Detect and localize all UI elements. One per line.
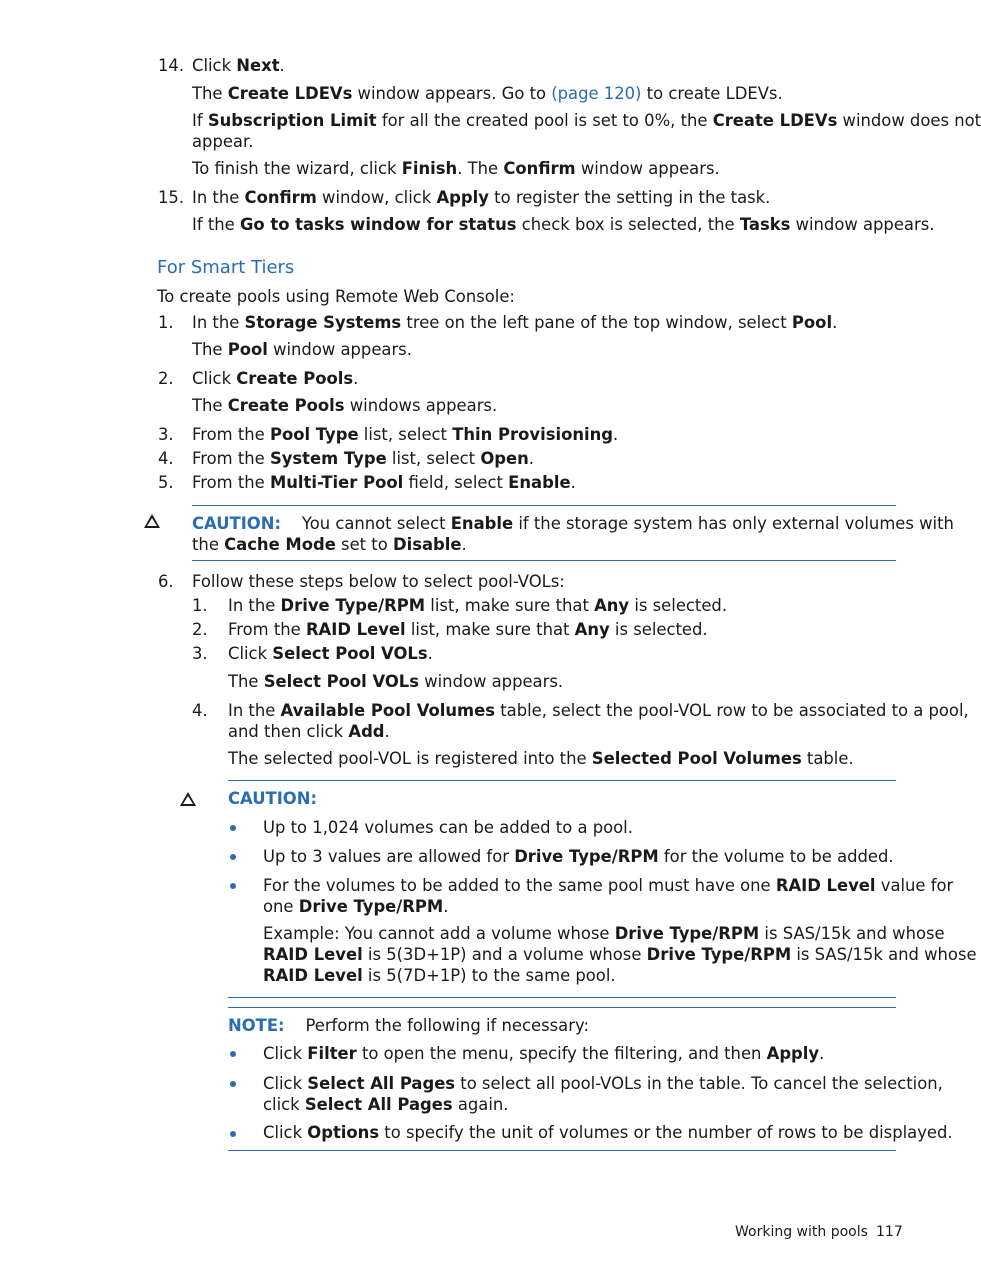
step-15-para-1: If the Go to tasks window for status check box is selected, the Tasks window appears. <box>192 215 935 234</box>
caution-2-bottom-rule <box>228 997 896 998</box>
caution-2-top-rule <box>228 780 896 781</box>
sub-step-4-line-1: In the Available Pool Volumes table, select the pool-VOL row to be associated to a pool, <box>228 701 969 720</box>
note-bullet-1: Click Filter to open the menu, specify the filtering, and then Apply. <box>263 1044 825 1063</box>
step-15-number: 15. <box>158 188 185 207</box>
st-step-2-number: 2. <box>158 369 174 388</box>
sub-step-2-text: From the RAID Level list, make sure that Any is selected. <box>228 620 708 639</box>
st-step-4-text: From the System Type list, select Open. <box>192 449 534 468</box>
caution-2-label: CAUTION: <box>228 789 318 808</box>
sub-step-3-text: Click Select Pool VOLs. <box>228 644 433 663</box>
st-step-1-number: 1. <box>158 313 174 332</box>
st-step-2-para: The Create Pools windows appears. <box>192 396 498 415</box>
caution-1-line-1: CAUTION: You cannot select Enable if the storage system has only external volumes with <box>192 514 954 533</box>
sub-step-1-text: In the Drive Type/RPM list, make sure that Any is selected. <box>228 596 728 615</box>
caution-2-bullet-3-line-2: one Drive Type/RPM. <box>263 897 449 916</box>
sub-step-4-line-2: and then click Add. <box>228 722 390 741</box>
footer-section: Working with pools <box>735 1224 868 1240</box>
caution-2-bullet-1: Up to 1,024 volumes can be added to a pool. <box>263 818 633 837</box>
st-step-6-number: 6. <box>158 572 174 591</box>
note-bottom-rule <box>228 1150 896 1151</box>
note-top-rule <box>228 1007 896 1008</box>
intro-text: To create pools using Remote Web Console: <box>157 287 515 306</box>
page-link[interactable]: (page 120) <box>551 84 642 103</box>
st-step-5-text: From the Multi-Tier Pool field, select Enable. <box>192 473 576 492</box>
sub-step-1-number: 1. <box>192 596 208 615</box>
caution-2-bullet-2: Up to 3 values are allowed for Drive Type/RPM for the volume to be added. <box>263 847 894 866</box>
st-step-1-text: In the Storage Systems tree on the left pane of the top window, select Pool. <box>192 313 838 332</box>
step-14-para-1: The Create LDEVs window appears. Go to (page 120) to create LDEVs. <box>192 84 783 103</box>
caution-1-top-rule <box>192 505 896 506</box>
step-14-para-2-cont: appear. <box>192 132 254 151</box>
bullet-icon <box>230 825 236 831</box>
st-step-2-text: Click Create Pools. <box>192 369 359 388</box>
step-14-para-2: If Subscription Limit for all the created pool is set to 0%, the Create LDEVs window does not <box>192 111 981 130</box>
note-bullet-2-line-1: Click Select All Pages to select all pool-VOLs in the table. To cancel the selection, <box>263 1074 943 1093</box>
note-header: NOTE: Perform the following if necessary: <box>228 1016 589 1035</box>
step-14-number: 14. <box>158 56 185 75</box>
st-step-1-para: The Pool window appears. <box>192 340 412 359</box>
caution-1-line-2: the Cache Mode set to Disable. <box>192 535 467 554</box>
st-step-4-number: 4. <box>158 449 174 468</box>
bullet-icon <box>230 854 236 860</box>
caution-icon <box>180 792 196 806</box>
section-heading: For Smart Tiers <box>157 257 295 278</box>
sub-step-3-number: 3. <box>192 644 208 663</box>
bullet-icon <box>230 1051 236 1057</box>
sub-step-3-para: The Select Pool VOLs window appears. <box>228 672 564 691</box>
bullet-icon <box>230 1131 236 1137</box>
example-line-2: RAID Level is 5(3D+1P) and a volume whose Drive Type/RPM is SAS/15k and whose <box>263 945 977 964</box>
st-step-5-number: 5. <box>158 473 174 492</box>
sub-step-2-number: 2. <box>192 620 208 639</box>
sub-step-4-para: The selected pool-VOL is registered into the Selected Pool Volumes table. <box>228 749 854 768</box>
step-14-text: Click Next. <box>192 56 285 75</box>
caution-1-bottom-rule <box>192 560 896 561</box>
step-14-para-3: To finish the wizard, click Finish. The Confirm window appears. <box>192 159 720 178</box>
example-line-3: RAID Level is 5(7D+1P) to the same pool. <box>263 966 616 985</box>
note-bullet-2-line-2: click Select All Pages again. <box>263 1095 509 1114</box>
step-15-text: In the Confirm window, click Apply to register the setting in the task. <box>192 188 771 207</box>
bullet-icon <box>230 1081 236 1087</box>
page-number: 117 <box>876 1224 903 1240</box>
note-label: NOTE: <box>228 1016 285 1035</box>
caution-icon <box>144 514 160 528</box>
sub-step-4-number: 4. <box>192 701 208 720</box>
note-bullet-3: Click Options to specify the unit of volumes or the number of rows to be displayed. <box>263 1123 953 1142</box>
caution-label: CAUTION: <box>192 514 282 533</box>
bullet-icon <box>230 883 236 889</box>
example-line-1: Example: You cannot add a volume whose Drive Type/RPM is SAS/15k and whose <box>263 924 945 943</box>
st-step-3-text: From the Pool Type list, select Thin Provisioning. <box>192 425 619 444</box>
st-step-3-number: 3. <box>158 425 174 444</box>
caution-2-bullet-3-line-1: For the volumes to be added to the same pool must have one RAID Level value for <box>263 876 954 895</box>
st-step-6-text: Follow these steps below to select pool-VOLs: <box>192 572 565 591</box>
